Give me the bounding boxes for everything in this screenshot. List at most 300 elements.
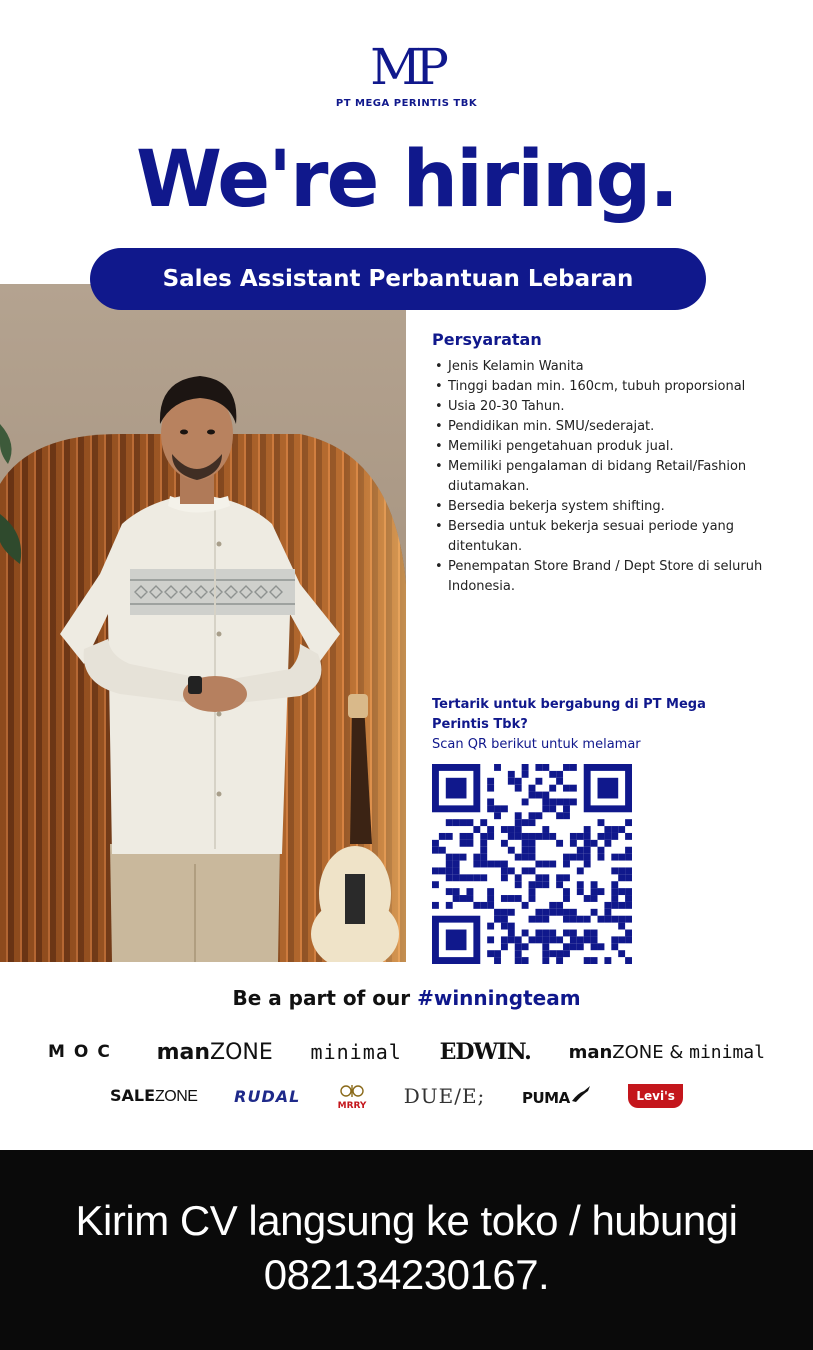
qr-module bbox=[549, 798, 556, 805]
qr-module bbox=[591, 930, 598, 937]
qr-module bbox=[563, 930, 570, 937]
qr-module bbox=[618, 867, 625, 874]
qr-module bbox=[542, 826, 549, 833]
qr-module bbox=[487, 895, 494, 902]
qr-module bbox=[570, 909, 577, 916]
qr-module bbox=[508, 867, 515, 874]
qr-module bbox=[556, 812, 563, 819]
position-title: Sales Assistant Perbantuan Lebaran bbox=[162, 266, 634, 292]
qr-module bbox=[515, 895, 522, 902]
qr-module bbox=[473, 854, 480, 861]
qr-module bbox=[584, 833, 591, 840]
qr-module bbox=[591, 943, 598, 950]
qr-module bbox=[542, 957, 549, 964]
application-qr-code[interactable] bbox=[432, 764, 632, 964]
qr-module bbox=[598, 943, 605, 950]
qr-module bbox=[598, 819, 605, 826]
apply-prompt bbox=[432, 695, 762, 755]
qr-module bbox=[446, 819, 453, 826]
requirement-item: • Bersedia untuk bekerja sesuai periode yang ditentukan. bbox=[432, 517, 792, 557]
requirement-item: • Penempatan Store Brand / Dept Store di seluruh Indonesia. bbox=[432, 557, 792, 597]
qr-module bbox=[473, 902, 480, 909]
qr-module bbox=[466, 840, 473, 847]
brand-salezone-logo: SALEZONE bbox=[110, 1086, 198, 1105]
qr-module bbox=[611, 936, 618, 943]
qr-module bbox=[563, 874, 570, 881]
qr-module bbox=[508, 930, 515, 937]
qr-module bbox=[460, 819, 467, 826]
qr-module bbox=[473, 826, 480, 833]
qr-module bbox=[522, 764, 529, 771]
qr-module bbox=[584, 826, 591, 833]
qr-module bbox=[494, 805, 501, 812]
qr-module bbox=[591, 888, 598, 895]
qr-module bbox=[549, 936, 556, 943]
qr-module bbox=[625, 895, 632, 902]
qr-module bbox=[542, 943, 549, 950]
qr-module bbox=[549, 930, 556, 937]
qr-module bbox=[515, 854, 522, 861]
qr-module bbox=[556, 881, 563, 888]
qr-module bbox=[487, 833, 494, 840]
qr-module bbox=[508, 923, 515, 930]
qr-module bbox=[556, 950, 563, 957]
qr-module bbox=[487, 778, 494, 785]
qr-module bbox=[549, 785, 556, 792]
qr-module bbox=[501, 826, 508, 833]
qr-module bbox=[432, 881, 439, 888]
qr-module bbox=[508, 771, 515, 778]
qr-module bbox=[542, 798, 549, 805]
qr-module bbox=[584, 936, 591, 943]
qr-module bbox=[515, 826, 522, 833]
qr-module bbox=[432, 902, 439, 909]
qr-module bbox=[460, 895, 467, 902]
qr-module bbox=[501, 916, 508, 923]
qr-module bbox=[446, 888, 453, 895]
qr-module bbox=[542, 936, 549, 943]
qr-module bbox=[542, 930, 549, 937]
qr-module bbox=[529, 840, 536, 847]
qr-module bbox=[487, 888, 494, 895]
qr-module bbox=[542, 764, 549, 771]
qr-module bbox=[611, 888, 618, 895]
qr-module bbox=[604, 902, 611, 909]
qr-module bbox=[563, 861, 570, 868]
qr-module bbox=[522, 930, 529, 937]
qr-module bbox=[453, 874, 460, 881]
qr-module bbox=[432, 867, 439, 874]
qr-module bbox=[453, 861, 460, 868]
qr-module bbox=[487, 923, 494, 930]
qr-module bbox=[460, 874, 467, 881]
qr-module bbox=[570, 764, 577, 771]
qr-module bbox=[439, 833, 446, 840]
qr-module bbox=[604, 833, 611, 840]
qr-module bbox=[453, 895, 460, 902]
qr-module bbox=[584, 861, 591, 868]
qr-module bbox=[501, 874, 508, 881]
qr-module bbox=[604, 840, 611, 847]
qr-module bbox=[535, 909, 542, 916]
requirements-list bbox=[432, 357, 792, 597]
qr-module bbox=[529, 819, 536, 826]
brand-duee-logo: DUE/E; bbox=[403, 1084, 486, 1108]
qr-module bbox=[439, 867, 446, 874]
qr-module bbox=[577, 936, 584, 943]
qr-module bbox=[611, 916, 618, 923]
qr-module bbox=[563, 785, 570, 792]
qr-module bbox=[494, 764, 501, 771]
qr-module bbox=[584, 916, 591, 923]
qr-module bbox=[570, 833, 577, 840]
qr-module bbox=[529, 888, 536, 895]
company-name: PT MEGA PERINTIS TBK bbox=[335, 98, 478, 109]
qr-module bbox=[542, 805, 549, 812]
qr-module bbox=[584, 847, 591, 854]
qr-module bbox=[515, 943, 522, 950]
qr-module bbox=[591, 881, 598, 888]
hiring-headline: We're hiring. bbox=[135, 135, 678, 225]
qr-module bbox=[446, 902, 453, 909]
qr-module bbox=[529, 812, 536, 819]
qr-module bbox=[453, 867, 460, 874]
qr-module bbox=[529, 936, 536, 943]
qr-module bbox=[563, 854, 570, 861]
requirement-item: • Jenis Kelamin Wanita bbox=[432, 357, 792, 377]
qr-module bbox=[494, 812, 501, 819]
qr-module bbox=[515, 936, 522, 943]
qr-module bbox=[577, 916, 584, 923]
qr-module bbox=[501, 805, 508, 812]
qr-module bbox=[535, 930, 542, 937]
qr-module bbox=[591, 957, 598, 964]
qr-module bbox=[494, 957, 501, 964]
qr-module bbox=[501, 895, 508, 902]
requirement-item: • Bersedia bekerja system shifting. bbox=[432, 497, 792, 517]
qr-module bbox=[584, 895, 591, 902]
qr-module bbox=[570, 936, 577, 943]
qr-module bbox=[618, 826, 625, 833]
qr-module bbox=[556, 936, 563, 943]
qr-module bbox=[480, 902, 487, 909]
qr-module bbox=[556, 771, 563, 778]
qr-module bbox=[529, 854, 536, 861]
qr-module bbox=[508, 847, 515, 854]
qr-module bbox=[501, 943, 508, 950]
brand-logos-row-1 bbox=[0, 1036, 813, 1068]
qr-module bbox=[625, 930, 632, 937]
qr-module bbox=[542, 833, 549, 840]
qr-module bbox=[577, 881, 584, 888]
qr-module bbox=[625, 867, 632, 874]
qr-module bbox=[556, 874, 563, 881]
qr-module bbox=[563, 895, 570, 902]
qr-module bbox=[618, 854, 625, 861]
qr-module bbox=[473, 861, 480, 868]
qr-module bbox=[556, 909, 563, 916]
qr-module bbox=[604, 916, 611, 923]
qr-module bbox=[611, 867, 618, 874]
qr-module bbox=[508, 909, 515, 916]
qr-module bbox=[515, 778, 522, 785]
requirement-item: • Pendidikan min. SMU/sederajat. bbox=[432, 417, 792, 437]
qr-module bbox=[487, 785, 494, 792]
brand-logos-row-2 bbox=[0, 1076, 813, 1116]
puma-cat-icon bbox=[570, 1085, 592, 1103]
brand-puma-logo: PUMA bbox=[522, 1085, 592, 1107]
qr-module bbox=[556, 902, 563, 909]
qr-module bbox=[618, 902, 625, 909]
qr-module bbox=[598, 854, 605, 861]
qr-module bbox=[494, 950, 501, 957]
qr-module bbox=[611, 895, 618, 902]
brand-moc-logo: MOC bbox=[48, 1042, 119, 1062]
qr-module bbox=[446, 874, 453, 881]
qr-module bbox=[453, 854, 460, 861]
qr-module bbox=[529, 895, 536, 902]
qr-module bbox=[584, 957, 591, 964]
qr-module bbox=[604, 909, 611, 916]
qr-module bbox=[480, 847, 487, 854]
qr-module bbox=[535, 861, 542, 868]
qr-module bbox=[549, 950, 556, 957]
qr-module bbox=[494, 916, 501, 923]
logo-monogram: MP bbox=[370, 38, 443, 96]
qr-module bbox=[598, 778, 619, 799]
qr-module bbox=[577, 888, 584, 895]
qr-module bbox=[625, 847, 632, 854]
qr-module bbox=[487, 805, 494, 812]
model-photo bbox=[0, 284, 406, 962]
qr-module bbox=[522, 833, 529, 840]
qr-module bbox=[508, 895, 515, 902]
qr-module bbox=[480, 833, 487, 840]
qr-module bbox=[563, 888, 570, 895]
qr-module bbox=[618, 888, 625, 895]
position-banner bbox=[90, 248, 706, 310]
qr-module bbox=[522, 902, 529, 909]
qr-module bbox=[522, 943, 529, 950]
qr-module bbox=[501, 936, 508, 943]
qr-module bbox=[598, 916, 605, 923]
qr-module bbox=[556, 840, 563, 847]
qr-module bbox=[480, 874, 487, 881]
team-hashtag: #winningteam bbox=[417, 986, 581, 1010]
qr-module bbox=[611, 854, 618, 861]
qr-module bbox=[501, 867, 508, 874]
qr-module bbox=[570, 785, 577, 792]
requirement-item: • Memiliki pengalaman di bidang Retail/Fashion diutamakan. bbox=[432, 457, 792, 497]
qr-module bbox=[529, 881, 536, 888]
qr-module bbox=[535, 833, 542, 840]
contact-footer bbox=[0, 1150, 813, 1350]
qr-module bbox=[508, 826, 515, 833]
qr-module bbox=[556, 778, 563, 785]
requirement-item: • Usia 20-30 Tahun. bbox=[432, 397, 792, 417]
qr-module bbox=[542, 792, 549, 799]
qr-module bbox=[625, 819, 632, 826]
mrry-emblem-icon bbox=[337, 1081, 367, 1101]
qr-module bbox=[522, 867, 529, 874]
qr-module bbox=[446, 861, 453, 868]
qr-module bbox=[577, 854, 584, 861]
qr-module bbox=[522, 840, 529, 847]
qr-module bbox=[549, 902, 556, 909]
qr-module bbox=[501, 840, 508, 847]
brand-levis-logo: Levi's bbox=[628, 1084, 683, 1108]
qr-module bbox=[549, 909, 556, 916]
qr-module bbox=[460, 854, 467, 861]
qr-module bbox=[501, 909, 508, 916]
qr-module bbox=[535, 792, 542, 799]
qr-module bbox=[446, 867, 453, 874]
qr-module bbox=[529, 833, 536, 840]
qr-module bbox=[535, 936, 542, 943]
qr-module bbox=[591, 936, 598, 943]
team-slogan bbox=[0, 986, 813, 1010]
qr-module bbox=[570, 854, 577, 861]
qr-module bbox=[508, 778, 515, 785]
qr-module bbox=[487, 798, 494, 805]
apply-instruction: Scan QR berikut untuk melamar bbox=[432, 737, 641, 752]
qr-module bbox=[515, 812, 522, 819]
qr-module bbox=[618, 874, 625, 881]
qr-module bbox=[611, 881, 618, 888]
company-logo bbox=[0, 40, 813, 109]
qr-module bbox=[584, 854, 591, 861]
qr-module bbox=[494, 909, 501, 916]
qr-module bbox=[563, 764, 570, 771]
qr-module bbox=[473, 874, 480, 881]
qr-module bbox=[625, 916, 632, 923]
qr-module bbox=[570, 798, 577, 805]
qr-module bbox=[563, 950, 570, 957]
qr-module bbox=[611, 902, 618, 909]
requirements-section bbox=[432, 330, 792, 597]
footer-phone: 082134230167. bbox=[263, 1251, 550, 1298]
qr-module bbox=[625, 888, 632, 895]
qr-module bbox=[515, 957, 522, 964]
qr-module bbox=[563, 798, 570, 805]
team-slogan-prefix: Be a part of our bbox=[232, 986, 418, 1010]
qr-module bbox=[625, 902, 632, 909]
qr-module bbox=[625, 833, 632, 840]
model-illustration bbox=[0, 284, 406, 962]
qr-module bbox=[446, 854, 453, 861]
qr-module bbox=[446, 778, 467, 799]
qr-module bbox=[466, 895, 473, 902]
qr-module bbox=[598, 888, 605, 895]
requirements-title: Persyaratan bbox=[432, 330, 542, 349]
qr-module bbox=[515, 833, 522, 840]
qr-module bbox=[535, 812, 542, 819]
qr-module bbox=[577, 867, 584, 874]
qr-module bbox=[611, 826, 618, 833]
qr-module bbox=[515, 950, 522, 957]
qr-module bbox=[625, 936, 632, 943]
qr-module bbox=[515, 881, 522, 888]
qr-module bbox=[515, 819, 522, 826]
qr-module bbox=[549, 805, 556, 812]
qr-module bbox=[625, 874, 632, 881]
qr-module bbox=[591, 895, 598, 902]
qr-module bbox=[522, 771, 529, 778]
qr-module bbox=[584, 840, 591, 847]
qr-module bbox=[535, 881, 542, 888]
qr-module bbox=[453, 888, 460, 895]
qr-module bbox=[570, 916, 577, 923]
qr-module bbox=[535, 778, 542, 785]
qr-module bbox=[529, 792, 536, 799]
qr-module bbox=[563, 909, 570, 916]
qr-module bbox=[563, 943, 570, 950]
requirement-item: • Memiliki pengetahuan produk jual. bbox=[432, 437, 792, 457]
qr-module bbox=[487, 950, 494, 957]
qr-module bbox=[535, 916, 542, 923]
qr-module bbox=[446, 930, 467, 951]
qr-module bbox=[618, 950, 625, 957]
brand-manzone-minimal-logo: manZONE & minimal bbox=[568, 1041, 765, 1063]
qr-module bbox=[563, 812, 570, 819]
qr-module bbox=[460, 833, 467, 840]
qr-module bbox=[432, 847, 439, 854]
brand-minimal-logo: minimal bbox=[310, 1040, 402, 1064]
qr-module bbox=[584, 930, 591, 937]
qr-module bbox=[522, 819, 529, 826]
brand-mrry-logo: MRRY bbox=[337, 1081, 367, 1111]
qr-module bbox=[522, 847, 529, 854]
qr-module bbox=[598, 833, 605, 840]
qr-module bbox=[542, 950, 549, 957]
qr-module bbox=[508, 833, 515, 840]
qr-module bbox=[542, 861, 549, 868]
qr-module bbox=[625, 854, 632, 861]
qr-module bbox=[529, 867, 536, 874]
qr-module bbox=[466, 888, 473, 895]
qr-module bbox=[542, 874, 549, 881]
requirement-item: • Tinggi badan min. 160cm, tubuh proporsional bbox=[432, 377, 792, 397]
qr-module bbox=[549, 771, 556, 778]
qr-module bbox=[577, 847, 584, 854]
qr-module bbox=[598, 847, 605, 854]
qr-module bbox=[604, 957, 611, 964]
qr-module bbox=[501, 861, 508, 868]
qr-module bbox=[542, 909, 549, 916]
qr-module bbox=[604, 826, 611, 833]
qr-module bbox=[439, 847, 446, 854]
qr-module bbox=[563, 805, 570, 812]
qr-module bbox=[501, 923, 508, 930]
qr-module bbox=[529, 847, 536, 854]
apply-question: Tertarik untuk bergabung di PT Mega Perintis Tbk? bbox=[432, 697, 706, 732]
qr-module bbox=[529, 916, 536, 923]
qr-module bbox=[515, 785, 522, 792]
qr-module bbox=[591, 840, 598, 847]
qr-module bbox=[535, 874, 542, 881]
qr-module bbox=[466, 833, 473, 840]
qr-module bbox=[570, 930, 577, 937]
qr-module bbox=[563, 916, 570, 923]
qr-module bbox=[446, 833, 453, 840]
qr-module bbox=[618, 916, 625, 923]
qr-module bbox=[542, 916, 549, 923]
qr-module bbox=[522, 957, 529, 964]
qr-module bbox=[522, 798, 529, 805]
qr-module bbox=[480, 854, 487, 861]
qr-module bbox=[432, 840, 439, 847]
brand-edwin-logo: EDWIN. bbox=[439, 1039, 531, 1065]
